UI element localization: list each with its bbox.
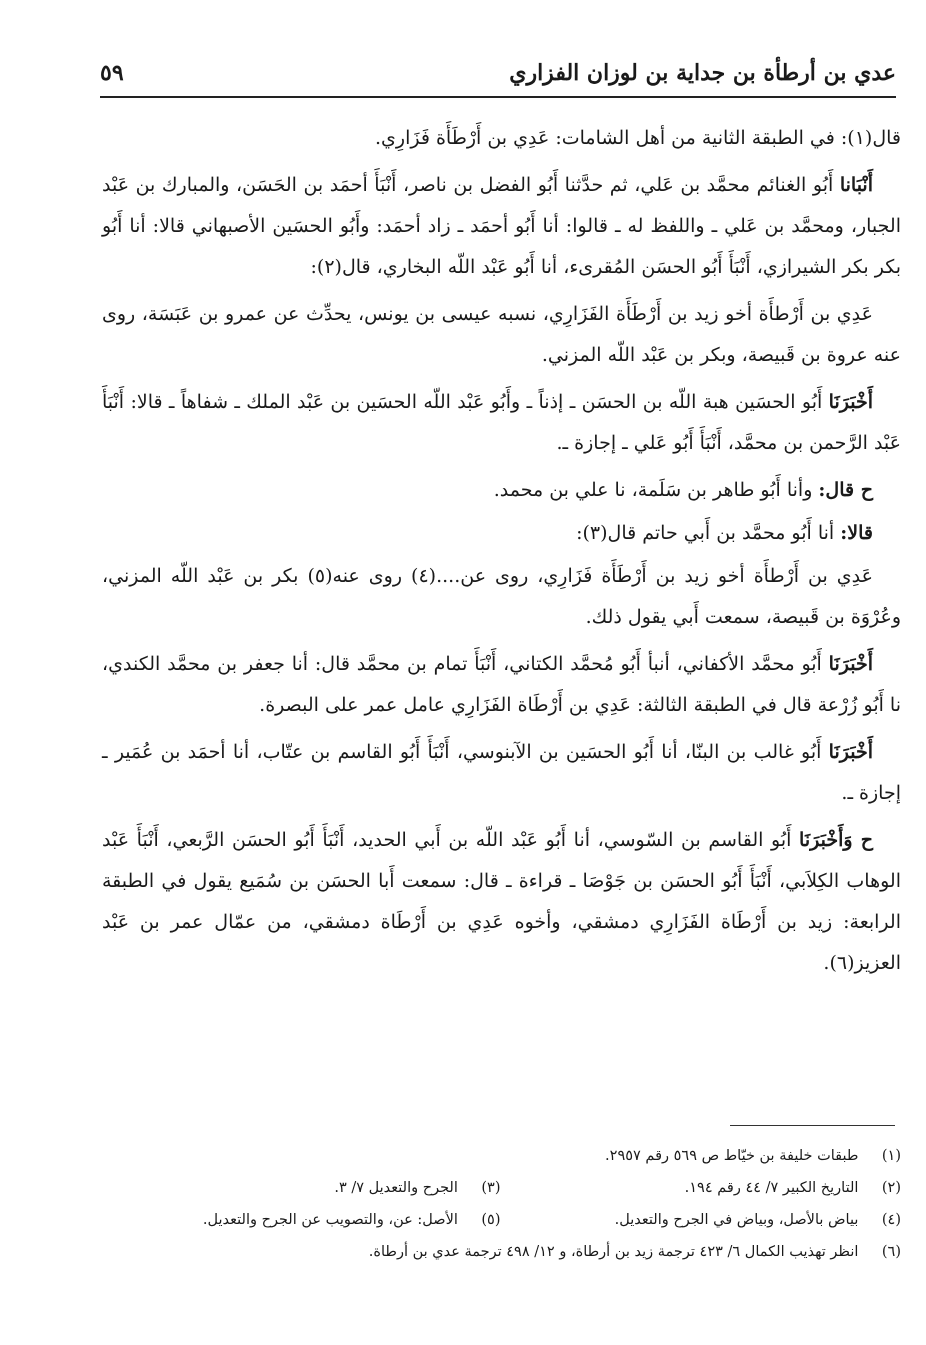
footnote-number: (٥): [481, 1212, 501, 1228]
footnote-number: (٦): [881, 1244, 901, 1260]
footnote-separator: [730, 1125, 895, 1126]
footnote-text: انظر تهذيب الكمال ٦/ ٤٢٣ ترجمة زيد بن أرطاة، و ١٢/ ٤٩٨ ترجمة عدي بن أرطاة.: [368, 1244, 859, 1260]
isnad-lead: ح وَأَخْبَرَنَا: [799, 829, 874, 851]
paragraph-text: أَبُو الغنائم محمَّد بن عَلي، ثم حدَّثنا أَبُو الفضل بن ناصر، أَنْبَأَ أحمَد بن الحَسَن، والمبارك بن عَبْد الجبار، ومحمَّد بن عَلي ـ واللفظ له ـ قالوا: أنا أَبُو أحمَد ـ زاد أحمَد: وأَبُو الحسَين الأصبهاني قالا: أنا أَبُو بكر بكر الشيرازي، أَنْبَأَ أَبُو الحسَن المُقرىء، أنا أَبُو عَبْد اللّه البخاري، قال(٢):: [102, 174, 901, 278]
paragraph-7: عَدِي بن أَرْطأَة أخو زيد بن أَرْطَأَة فَزَارِي، روى عن....(٤) روى عنه(٥) بكر بن عَبْد اللّه المزني، وعُرْوَة بن قَبيصة، سمعت أَبي يقول ذلك.: [102, 565, 901, 628]
footnote-6: [100, 1236, 901, 1268]
footnote-1: [100, 1140, 901, 1172]
footnote-number: (٣): [481, 1180, 501, 1196]
paragraph-text: أَبُو غالب بن البنّا، أنا أَبُو الحسَين بن الآبنوسي، أَنْبَأَ أَبُو القاسم بن عتّاب، أنا أحمَد بن عُمَير ـ إجازة ـ.: [102, 741, 901, 804]
footnote-row: [100, 1236, 901, 1268]
paragraph-text: أنا أَبُو محمَّد بن أَبي حاتم قال(٣):: [576, 522, 835, 544]
isnad-lead: أَخْبَرَنَا: [828, 741, 873, 763]
paragraph-2: [102, 165, 901, 288]
footnote-4: [501, 1204, 902, 1236]
footnote-row: [100, 1204, 901, 1236]
paragraph-5: [102, 470, 901, 511]
paragraph-text: أَبُو محمَّد الأكفاني، أنبأ أَبُو مُحمَّد الكتاني، أَنْبَأَ تمام بن محمَّد قال: أنا جعفر بن محمَّد الكندي، نا أَبُو زُرْعة قال في الطبقة الثالثة: عَدِي بن أَرْطَاة الفَزَارِي عامل عمر على البصرة.: [102, 653, 901, 716]
isnad-lead: أَنْبَانا: [839, 174, 873, 196]
paragraph-4: [102, 382, 901, 464]
footnote-text: الأصل: عن، والتصويب عن الجرح والتعديل.: [202, 1212, 458, 1228]
footnote-5: [100, 1204, 501, 1236]
paragraph-8: [102, 644, 901, 726]
paragraph-text: أَبُو القاسم بن السّوسي، أنا أَبُو عَبْد اللّه بن أَبي الحديد، أَنْبَأَ أَبُو الحسَن الرَّبعي، أَنْبَأَ عَبْد الوهاب الكِلاَبي، أَنْبَأَ أَبُو الحسَن بن جَوْصَا ـ قراءة ـ قال: سمعت أَبا الحسَن بن سُمَيع يقول في الطبقة الرابعة: زيد بن أَرْطَاة الفَزَارِي دمشقي، وأخوه عَدِي بن أَرْطَاة دمشقي، من عمّال عمر بن عَبْد العزيز(٦).: [102, 829, 901, 974]
footnote-text: بياض بالأصل، وبياض في الجرح والتعديل.: [614, 1212, 859, 1228]
paragraph-text: وأنا أَبُو طاهر بن سَلَمة، نا علي بن محمد.: [493, 479, 813, 501]
footnote-row: [100, 1140, 901, 1172]
footnote-number: (١): [881, 1148, 901, 1164]
main-text: [102, 118, 901, 990]
footnote-2: [501, 1172, 902, 1204]
footnote-number: (٤): [881, 1212, 901, 1228]
isnad-lead: أَخْبَرَنَا: [828, 653, 873, 675]
page-number: ٥٩: [100, 60, 124, 86]
footnote-number: (٢): [881, 1180, 901, 1196]
footnote-text: الجرح والتعديل ٧/ ٣.: [334, 1180, 458, 1196]
isnad-lead: قالا:: [840, 522, 873, 544]
footnotes: [100, 1140, 901, 1268]
paragraph-1: قال(١): في الطبقة الثانية من أهل الشامات: عَدِي بن أَرْطَأَة فَزَارِي.: [375, 127, 901, 149]
footnote-3: [100, 1172, 501, 1204]
paragraph-6: [102, 513, 901, 554]
paragraph-3: عَدِي بن أَرْطأَة أخو زيد بن أَرْطَأَة الفَزَارِي، نسبه عيسى بن يونس، يحدِّث عن عمرو بن عَبَسَة، روى عنه عروة بن قَبيصة، وبكر بن عَبْد اللّه المزني.: [102, 303, 901, 366]
running-header: [100, 52, 896, 98]
footnote-row: [100, 1172, 901, 1204]
paragraph-text: أَبُو الحسَين هبة اللّه بن الحسَن ـ إذناً ـ وأَبُو عَبْد اللّه الحسَين بن عَبْد الملك ـ شفاهاً ـ قالا: أَنْبَأَ عَبْد الرَّحمن بن محمَّد، أَنْبَأَ أَبُو عَلي ـ إجازة ـ.: [102, 391, 901, 454]
isnad-lead: ح قال:: [818, 479, 873, 501]
paragraph-9: [102, 732, 901, 814]
page-title: عدي بن أرطأة بن جداية بن لوزان الفزاري: [509, 60, 896, 86]
paragraph-10: [102, 820, 901, 984]
footnote-text: طبقات خليفة بن خيّاط ص ٥٦٩ رقم ٢٩٥٧.: [605, 1148, 859, 1164]
footnote-text: التاريخ الكبير ٧/ ٤٤ رقم ١٩٤.: [684, 1180, 859, 1196]
isnad-lead: أَخْبَرَنَا: [828, 391, 873, 413]
